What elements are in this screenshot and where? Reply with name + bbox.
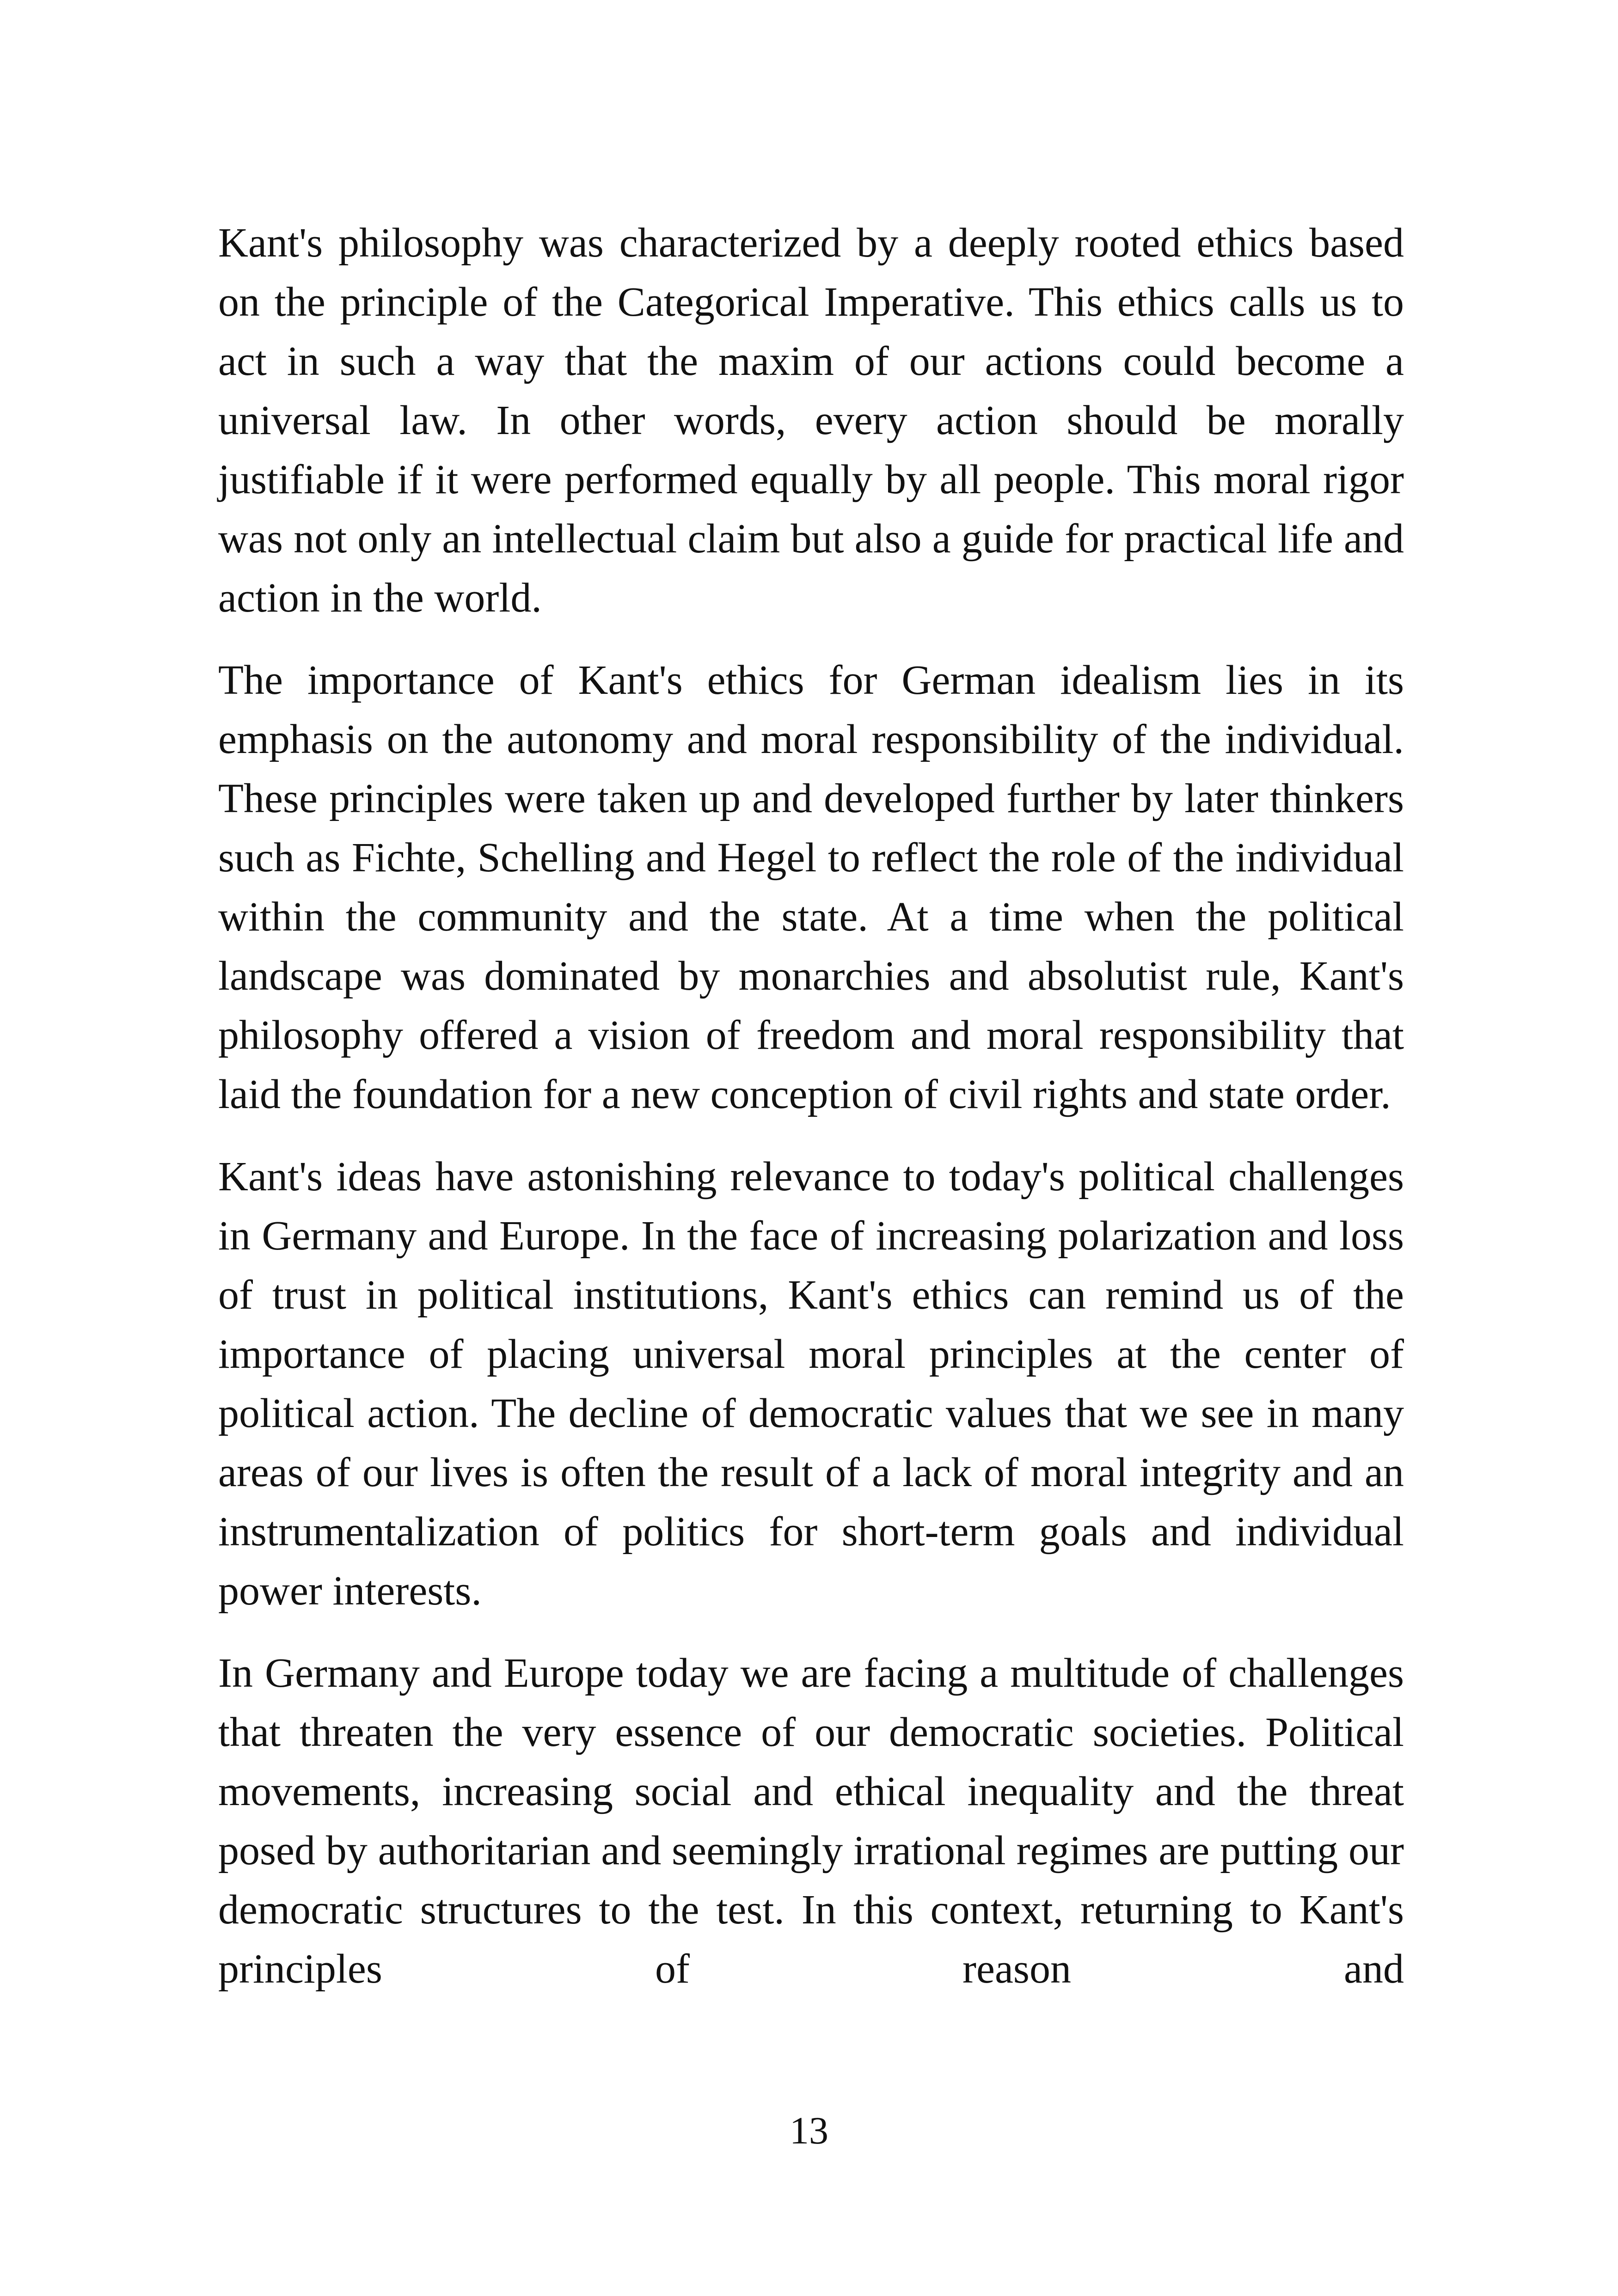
paragraph-4: In Germany and Europe today we are facing a multitude of challenges that threaten the very essence of our democratic societies. Political movements, increasing social and ethical inequality and the threat posed by authoritarian and seemingly irrational regimes are putting our democratic structures to the test. In this context, returning to Kant's principles of reason and bbox=[218, 1650, 1404, 1992]
paragraph-2: The importance of Kant's ethics for German idealism lies in its emphasis on the autonomy and moral responsibility of the individual. These principles were taken up and developed further by later thinkers such as Fichte, Schelling and Hegel to reflect the role of the individual within the community and the state. At a time when the political landscape was dominated by monarchies and absolutist rule, Kant's philosophy offered a vision of freedom and moral responsibility that laid the foundation for a new conception of civil rights and state order. bbox=[218, 657, 1404, 1117]
paragraph-3: Kant's ideas have astonishing relevance to today's political challenges in Germany and Europe. In the face of increasing polarization and loss of trust in political institutions, Kant's ethics can remind us of the importance of placing universal moral principles at the center of political action. The decline of democratic values that we see in many areas of our lives is often the result of a lack of moral integrity and an instrumentalization of politics for short-term goals and individual power interests. bbox=[218, 1154, 1404, 1614]
paragraph-1: Kant's philosophy was characterized by a deeply rooted ethics based on the principle of the Categorical Imperative. This ethics calls us to act in such a way that the maxim of our actions could become a universal law. In other words, every action should be morally justifiable if it were performed equally by all people. This moral rigor was not only an intellectual claim but also a guide for practical life and action in the world. bbox=[218, 220, 1404, 621]
page-number: 13 bbox=[790, 2109, 828, 2152]
body-text bbox=[218, 214, 1404, 2022]
